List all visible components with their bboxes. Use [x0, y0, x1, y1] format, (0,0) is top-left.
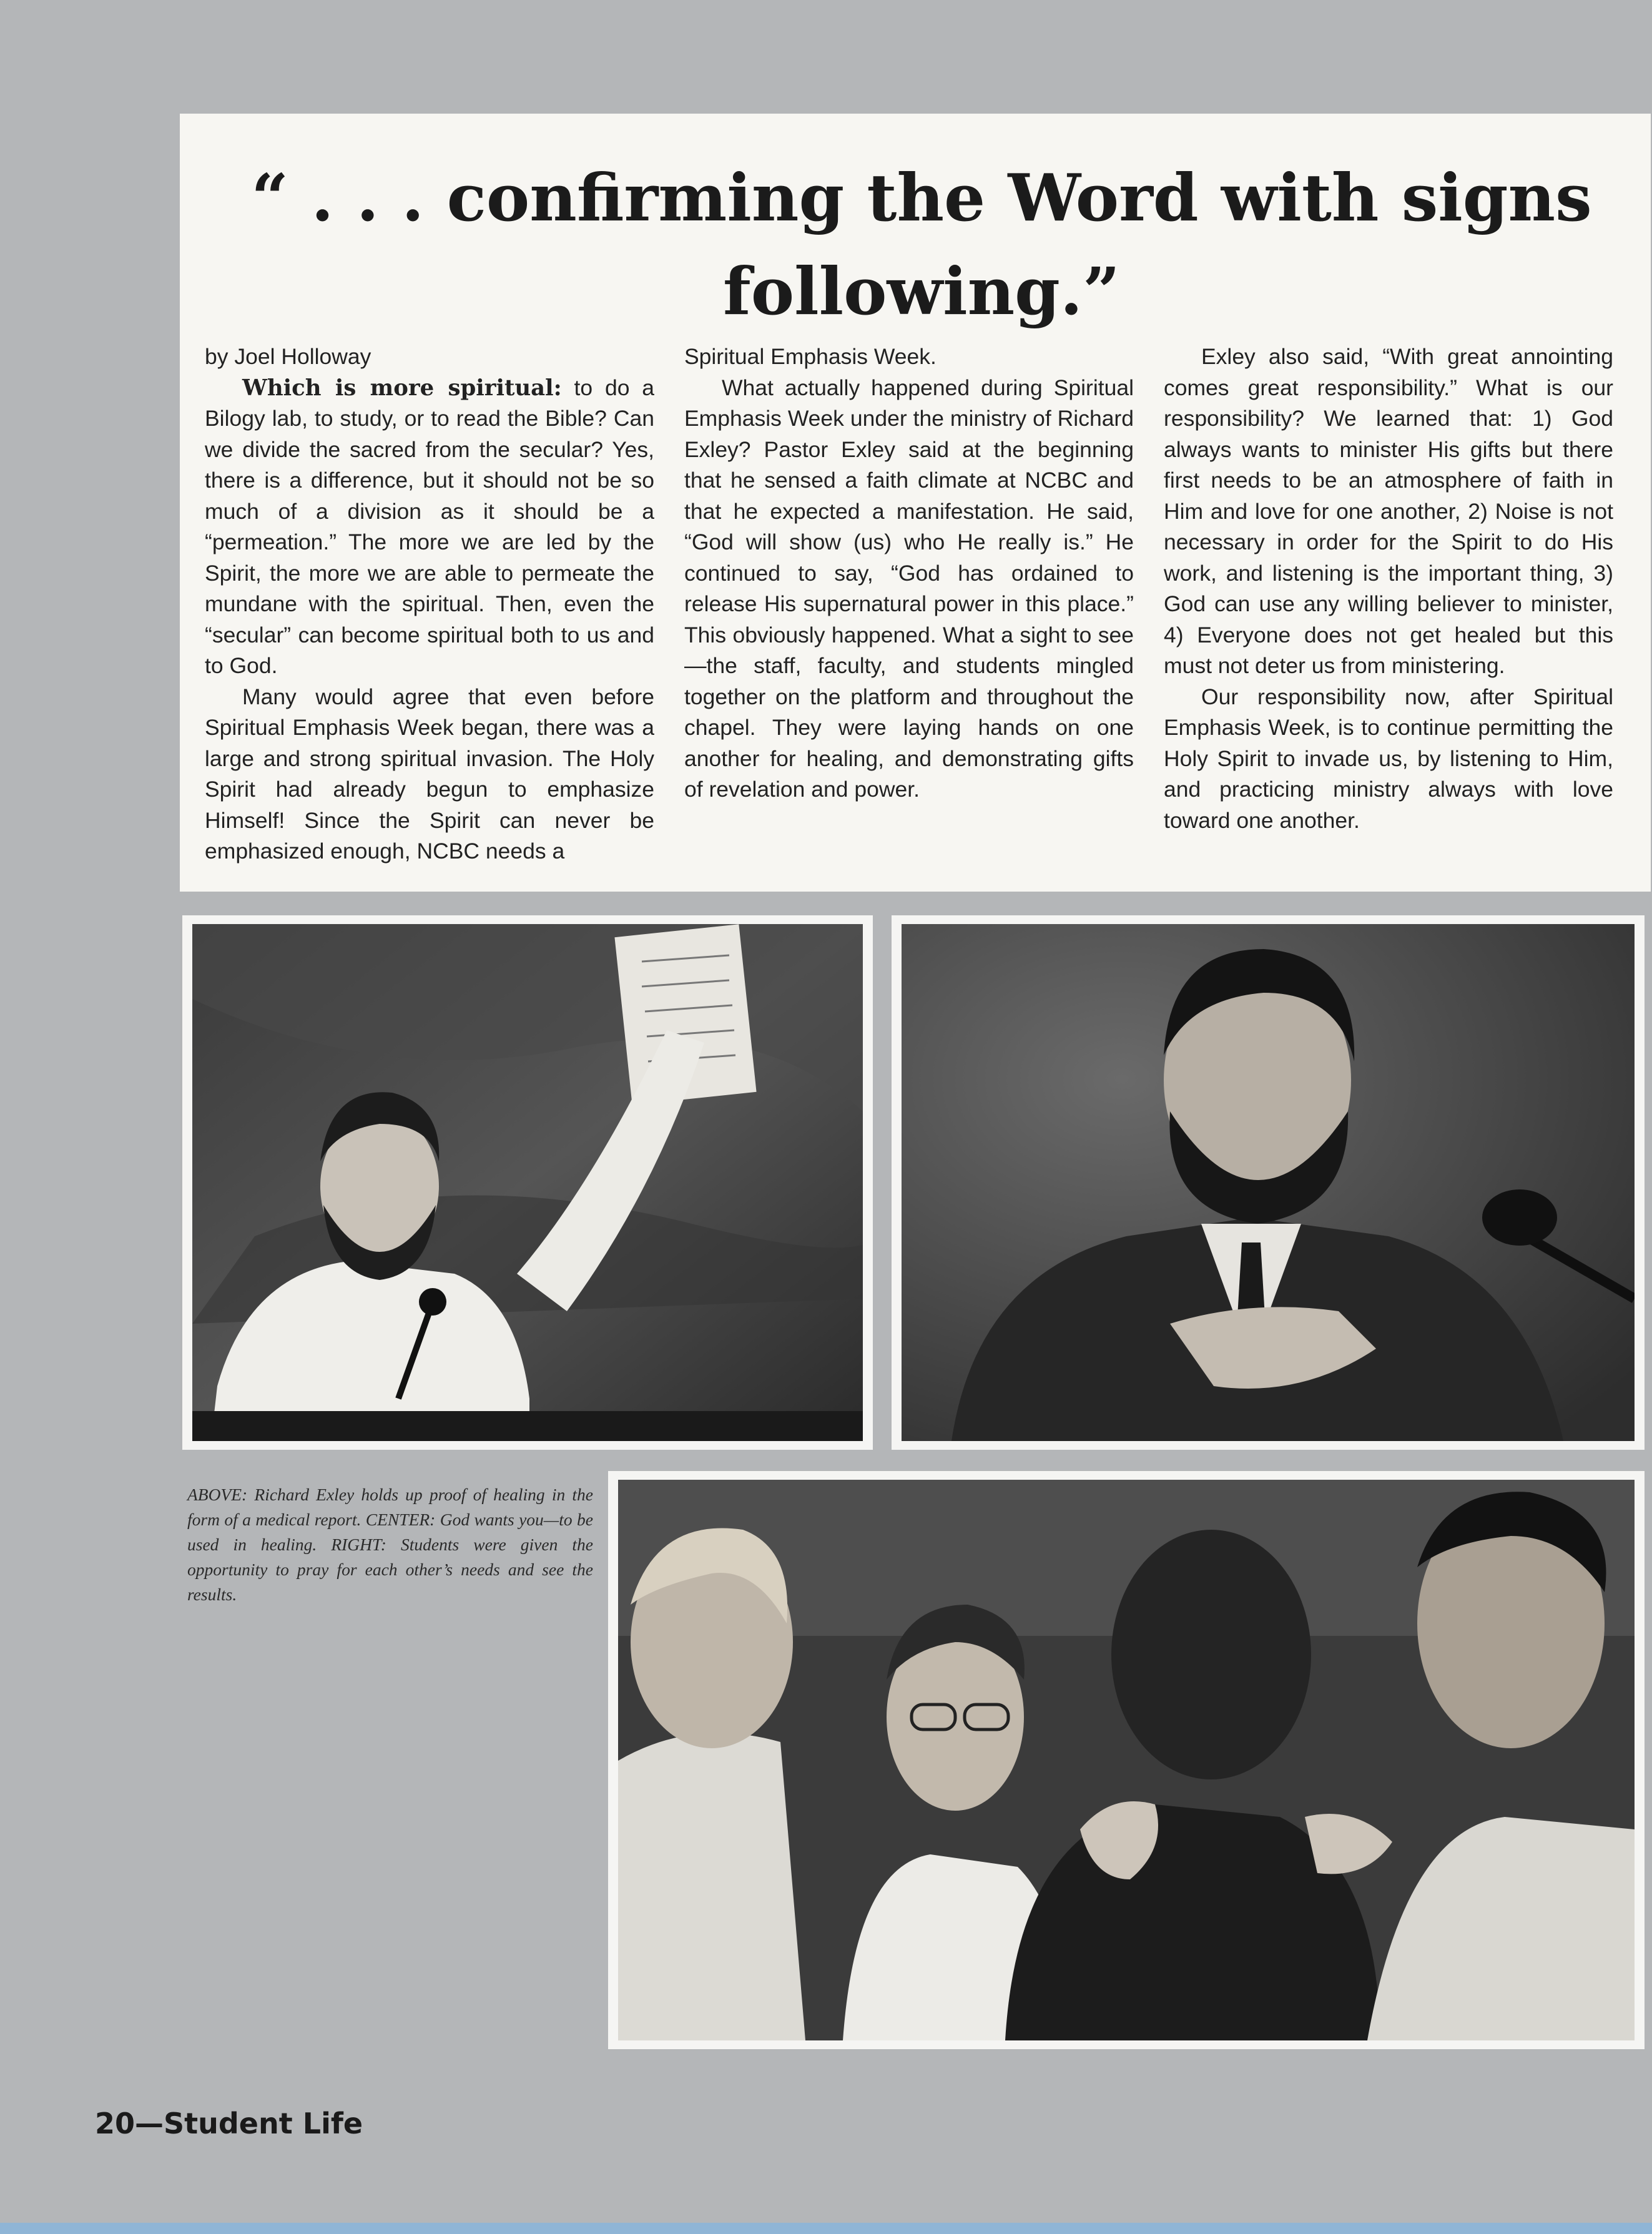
- article-column-1: [205, 342, 654, 867]
- lead-in: Which is more spiritual:: [242, 375, 562, 401]
- article-column-3: [1164, 342, 1613, 836]
- paragraph-5: Our responsibility now, after Spiritual Emphasis Week, is to continue permitting the Holy Spirit to invade us, by listening to Him, and practicing ministry always with love toward one another.: [1164, 684, 1613, 833]
- byline: by Joel Holloway: [205, 344, 371, 369]
- paragraph-continued: Spiritual Emphasis Week.: [684, 344, 937, 369]
- article-column-2: [684, 342, 1134, 805]
- paragraph-3: What actually happened during Spiritual Emphasis Week under the ministry of Richard Exley? Pastor Exley said at the beginning that he sensed a faith climate at NCBC and that he expected a manifestation. He said, “God will show (us) who He really is.” He continued to say, “God has ordained to release His supernatural power in this place.” This obviously happened. What a sight to see—the staff, faculty, and students mingled together on the platform and throughout the chapel. They were laying hands on one another for healing, and demonstrating gifts of revelation and power.: [684, 375, 1134, 802]
- page-folio: 20—Student Life: [95, 2107, 363, 2140]
- article-panel: [180, 114, 1651, 892]
- photo-exley-pointing: [892, 915, 1645, 1450]
- scan-edge-strip: [0, 2223, 1652, 2234]
- paragraph-2: Many would agree that even before Spiritual Emphasis Week began, there was a large and strong spiritual invasion. The Holy Spirit had already begun to emphasize Himself! Since the Spirit can never be emphasized enough, NCBC needs a: [205, 684, 654, 864]
- paragraph-1-text: to do a Bilogy lab, to study, or to read the Bible? Can we divide the sacred from the secular? Yes, there is a difference, but it should not be so much of a division as it should be a “permeation.” The more we are led by the Spirit, the more we are able to permeate the mundane with the spiritual. Then, even the “secular” can become spiritual both to us and to God.: [205, 375, 654, 678]
- photo-students-praying-image: [618, 1480, 1635, 2040]
- photo-exley-pointing-image: [902, 924, 1635, 1441]
- photo-exley-holding-report-image: [192, 924, 863, 1441]
- photo-exley-holding-report: [182, 915, 873, 1450]
- paragraph-4: Exley also said, “With great annointing comes great responsibility.” What is our responsibility? We learned that: 1) God always wants to minister His gifts but there first needs to be an atmosphere of faith in Him and love for one another, 2) Noise is not necessary in order for the Spirit to do His work, and listening is the important thing, 3) God can use any willing believer to minister, 4) Everyone does not get healed but this must not deter us from ministering.: [1164, 344, 1613, 678]
- headline: “ . . . confirming the Word with signs following.”: [251, 159, 1592, 330]
- photo-students-praying: [608, 1471, 1645, 2049]
- photo-caption: ABOVE: Richard Exley holds up proof of healing in the form of a medical report. CENTER: God wants you—to be used in healing. RIGHT: Students were given the opportunity to pray for each other’s needs and see the results.: [187, 1485, 593, 1604]
- paragraph-1: [205, 373, 654, 682]
